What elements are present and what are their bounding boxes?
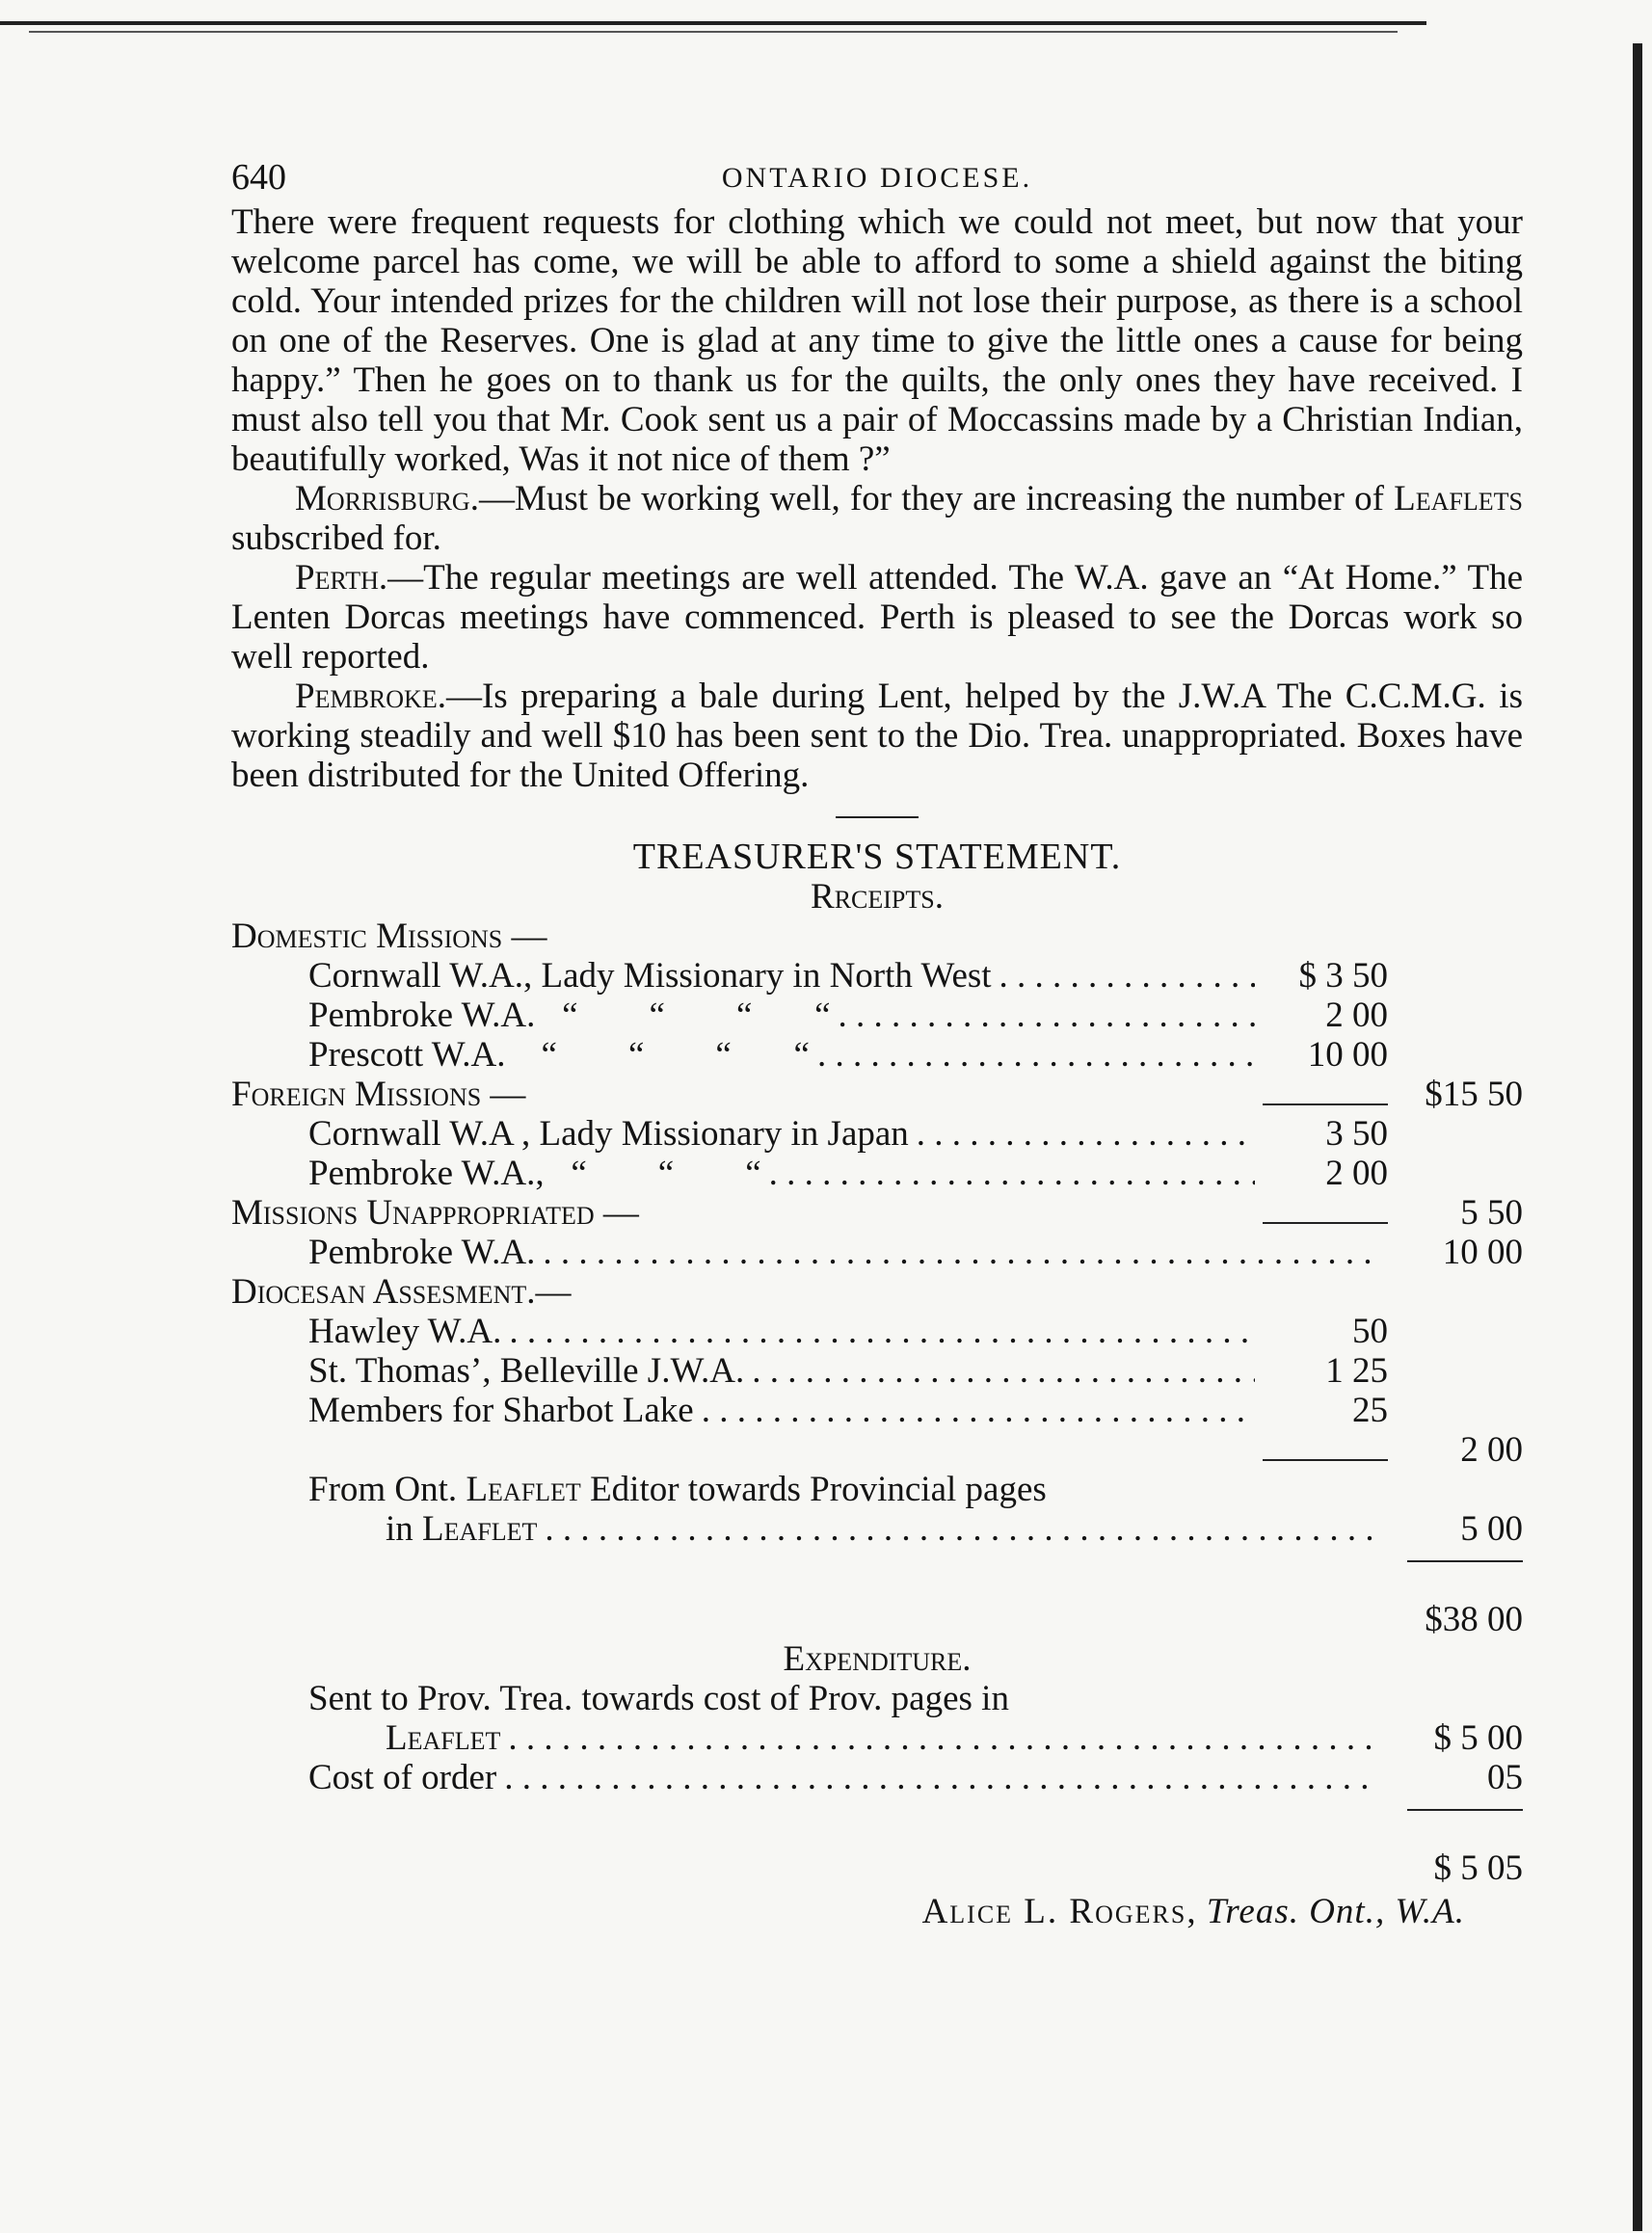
amount-column: [1263, 1222, 1388, 1224]
ledger-label: Cornwall W.A., Lady Missionary in North West: [308, 956, 992, 996]
amount-column: [1263, 1103, 1388, 1105]
section-total: 5 50: [1460, 1193, 1523, 1233]
leader-dots: [508, 1718, 1380, 1758]
section-heading: Missions Unappropriated —: [231, 1193, 639, 1233]
ledger-amount: 3 50: [1325, 1114, 1388, 1154]
ledger-amount: 5 00: [1460, 1509, 1523, 1549]
paragraph-text: —Is preparing a bale during Lent, helped by the J.W.A The C.C.M.G. is working steadily and well $10 has been sent to the Dio. Trea. unappropriated. Boxes have been distributed for the United Offering.: [231, 677, 1523, 795]
ledger-label: Cost of order: [308, 1758, 497, 1797]
leader-dots: [917, 1114, 1255, 1154]
receipts-heading: Rrceipts.: [811, 877, 944, 917]
leaflet-word: Leaflet: [386, 1718, 501, 1758]
ledger-label: Members for Sharbot Lake: [308, 1391, 694, 1430]
ledger-row: [231, 1035, 1523, 1075]
total-column: [1388, 1560, 1523, 1562]
paragraph-perth: [231, 558, 1523, 677]
signature: [231, 1892, 1523, 1931]
total-column: [1388, 1809, 1523, 1811]
subtotal-rule: [1263, 1222, 1388, 1224]
text: Editor towards Provincial pages: [580, 1470, 1047, 1509]
paragraph-letter: There were frequent requests for clothing which we could not meet, but now that your welcome parcel has come, we will be able to afford to some a shield against the biting cold. Your intended prizes for the children will not lose their purpose, as there is a school on one of the Reserves. One is glad at any time to give the little ones a cause for being happy.” Then he goes on to thank us for the quilts, the only ones they have received. I must also tell you that Mr. Cook sent us a pair of Moccassins made by a Christian Indian, beautifully worked, Was it not nice of them ?”: [231, 202, 1523, 479]
ledger-amount: 10 00: [1442, 1233, 1523, 1272]
leader-dots: [752, 1351, 1255, 1391]
page-content: [231, 145, 1523, 1931]
ledger-row: [231, 1351, 1523, 1391]
subtotal-rule: [1263, 1103, 1388, 1105]
ledger-label: Cornwall W.A , Lady Missionary in Japan: [308, 1114, 909, 1154]
leader-dots: [839, 996, 1255, 1035]
section-total: 2 00: [1460, 1430, 1523, 1470]
section-heading: Domestic Missions —: [231, 917, 547, 956]
paragraph-pembroke: [231, 677, 1523, 795]
expenditure-heading: Expenditure.: [783, 1639, 972, 1679]
page-number: 640: [231, 157, 286, 198]
spacer: [231, 1549, 1523, 1560]
leaflets-word: Leaflets: [1394, 479, 1523, 518]
total-rule: [1407, 1809, 1523, 1811]
statement-title: TREASURER'S STATEMENT.: [632, 837, 1122, 877]
receipts-total-row: [231, 1600, 1523, 1639]
signature-name: Alice L. Rogers,: [921, 1892, 1198, 1931]
branch-name: Perth.: [295, 558, 388, 598]
section-heading: Foreign Missions —: [231, 1075, 526, 1114]
paragraph-morrisburg: [231, 479, 1523, 558]
expenditure-total: $ 5 05: [1433, 1848, 1523, 1888]
total-rule: [1407, 1560, 1523, 1562]
ledger-amount: 50: [1352, 1312, 1388, 1351]
ledger-amount: 1 25: [1325, 1351, 1388, 1391]
ledger-label: Pembroke W.A. “ “ “ “: [308, 996, 831, 1035]
ledger-label: Prescott W.A. “ “ “ “: [308, 1035, 810, 1075]
text: in: [386, 1509, 423, 1549]
ledger-row: [231, 1391, 1523, 1430]
ledger-row: [231, 1114, 1523, 1154]
leader-dots: [509, 1312, 1255, 1351]
expenditure-total-row: [231, 1848, 1523, 1888]
leader-dots: [543, 1233, 1380, 1272]
page-header: [231, 145, 1523, 202]
ledger-row: [231, 1758, 1523, 1797]
leaflet-word: Leaflet: [422, 1509, 538, 1549]
ledger-label: Sent to Prov. Trea. towards cost of Prov. pages in: [308, 1679, 1009, 1718]
ledger-label: St. Thomas’, Belleville J.W.A.: [308, 1351, 745, 1391]
ledger-row: [231, 1509, 1523, 1549]
diocesan-heading: [231, 1272, 1523, 1312]
branch-name: Morrisburg.: [295, 479, 479, 518]
ledger-label: Pembroke W.A.: [308, 1233, 536, 1272]
ledger-amount: 05: [1487, 1758, 1523, 1797]
ledger-row: [231, 1233, 1523, 1272]
ledger-amount: 2 00: [1325, 996, 1388, 1035]
paragraph-text: —The regular meetings are well attended. The W.A. gave an “At Home.” The Lenten Dorcas meetings have commenced. Perth is pleased to see the Dorcas work so well reported.: [231, 558, 1523, 677]
leader-dots: [817, 1035, 1255, 1075]
leader-dots: [702, 1391, 1255, 1430]
paragraph-text: subscribed for.: [231, 518, 441, 558]
ledger-row: [231, 1312, 1523, 1351]
leader-dots: [504, 1758, 1380, 1797]
paragraph-text: —Must be working well, for they are increasing the number of: [478, 479, 1395, 518]
top-rule: [0, 21, 1426, 25]
expenditure-total-rule-row: [231, 1809, 1523, 1848]
running-title: ONTARIO DIOCESE.: [721, 162, 1033, 194]
section-separator: [836, 816, 919, 818]
ledger-amount: 10 00: [1307, 1035, 1388, 1075]
ledger-label: [386, 1509, 537, 1549]
branch-name: Pembroke.: [295, 677, 446, 716]
unappropriated-heading-row: [231, 1193, 1523, 1233]
diocesan-total-row: [231, 1430, 1523, 1470]
ledger-amount: 25: [1352, 1391, 1388, 1430]
receipts-total: $38 00: [1425, 1600, 1523, 1639]
ledger-amount: $ 3 50: [1298, 956, 1388, 996]
ledger-label: Hawley W.A.: [308, 1312, 502, 1351]
domestic-heading: [231, 917, 1523, 956]
signature-title: Treas. Ont., W.A.: [1206, 1892, 1465, 1931]
leader-dots: [769, 1154, 1255, 1193]
leader-dots: [545, 1509, 1380, 1549]
ledger-row: [231, 1718, 1523, 1758]
text: From Ont.: [308, 1470, 466, 1509]
subtotal-rule: [1263, 1459, 1388, 1461]
ledger-amount: 2 00: [1325, 1154, 1388, 1193]
page-edge-shadow: [1633, 43, 1642, 2231]
section-total: $15 50: [1425, 1075, 1523, 1114]
ledger-label: [308, 1470, 1047, 1509]
foreign-heading-row: [231, 1075, 1523, 1114]
spacer: [231, 1797, 1523, 1809]
section-heading: Diocesan Assesment.—: [231, 1272, 572, 1312]
ledger-label: Pembroke W.A., “ “ “: [308, 1154, 761, 1193]
receipts-total-rule-row: [231, 1560, 1523, 1600]
ledger-amount: $ 5 00: [1433, 1718, 1523, 1758]
top-rule-secondary: [29, 31, 1398, 33]
amount-column: [1263, 1459, 1388, 1461]
ledger-row: [231, 1154, 1523, 1193]
leaflet-word: Leaflet: [466, 1470, 581, 1509]
ledger-row: [231, 996, 1523, 1035]
ledger-row: [231, 956, 1523, 996]
expenditure-line-1: [231, 1679, 1523, 1718]
editor-line-1: [231, 1470, 1523, 1509]
leader-dots: [999, 956, 1255, 996]
